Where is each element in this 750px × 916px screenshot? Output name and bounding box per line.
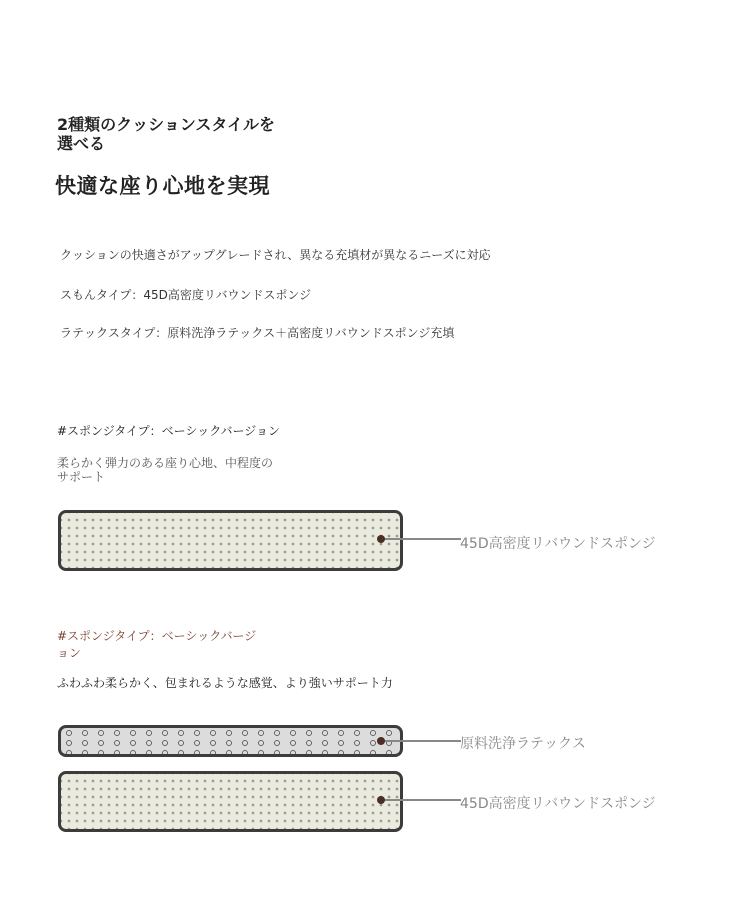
page-title: 快適な座り心地を実現 — [55, 174, 270, 198]
sponge-leader-dot — [377, 535, 385, 543]
description-line-1: クッションの快適さがアップグレードされ、異なる充填材が異なるニーズに対応 — [60, 248, 491, 262]
latex-leader-line — [381, 740, 461, 742]
sponge-type-heading: #スポンジタイプ：ベーシックバージョン — [57, 424, 280, 438]
latex-leader-dot — [377, 737, 385, 745]
sponge-cushion-layer — [58, 510, 403, 571]
sponge-leader-dot-2 — [377, 796, 385, 804]
description-line-3: ラテックスタイプ：原料洗浄ラテックス＋高密度リバウンドスポンジ充填 — [60, 326, 455, 340]
latex-cushion-layer — [58, 725, 403, 757]
section-subtitle: 2種類のクッションスタイルを選べる — [57, 115, 276, 153]
latex-type-description: ふわふわ柔らかく、包まれるような感覚、より強いサポート力 — [57, 676, 393, 690]
sponge-type-description: 柔らかく弾力のある座り心地、中程度のサポート — [57, 456, 274, 484]
sponge-cushion-layer-2 — [58, 771, 403, 832]
sponge-layer-label-2: 45D高密度リバウンドスポンジ — [460, 796, 656, 812]
sponge-leader-line — [381, 538, 461, 540]
latex-type-heading: #スポンジタイプ：ベーシックバージョン — [57, 629, 257, 660]
description-line-2: スもんタイプ：45D高密度リバウンドスポンジ — [60, 288, 312, 302]
latex-layer-label: 原料洗浄ラテックス — [460, 736, 586, 752]
sponge-layer-label: 45D高密度リバウンドスポンジ — [460, 536, 656, 552]
sponge-leader-line-2 — [381, 799, 461, 801]
